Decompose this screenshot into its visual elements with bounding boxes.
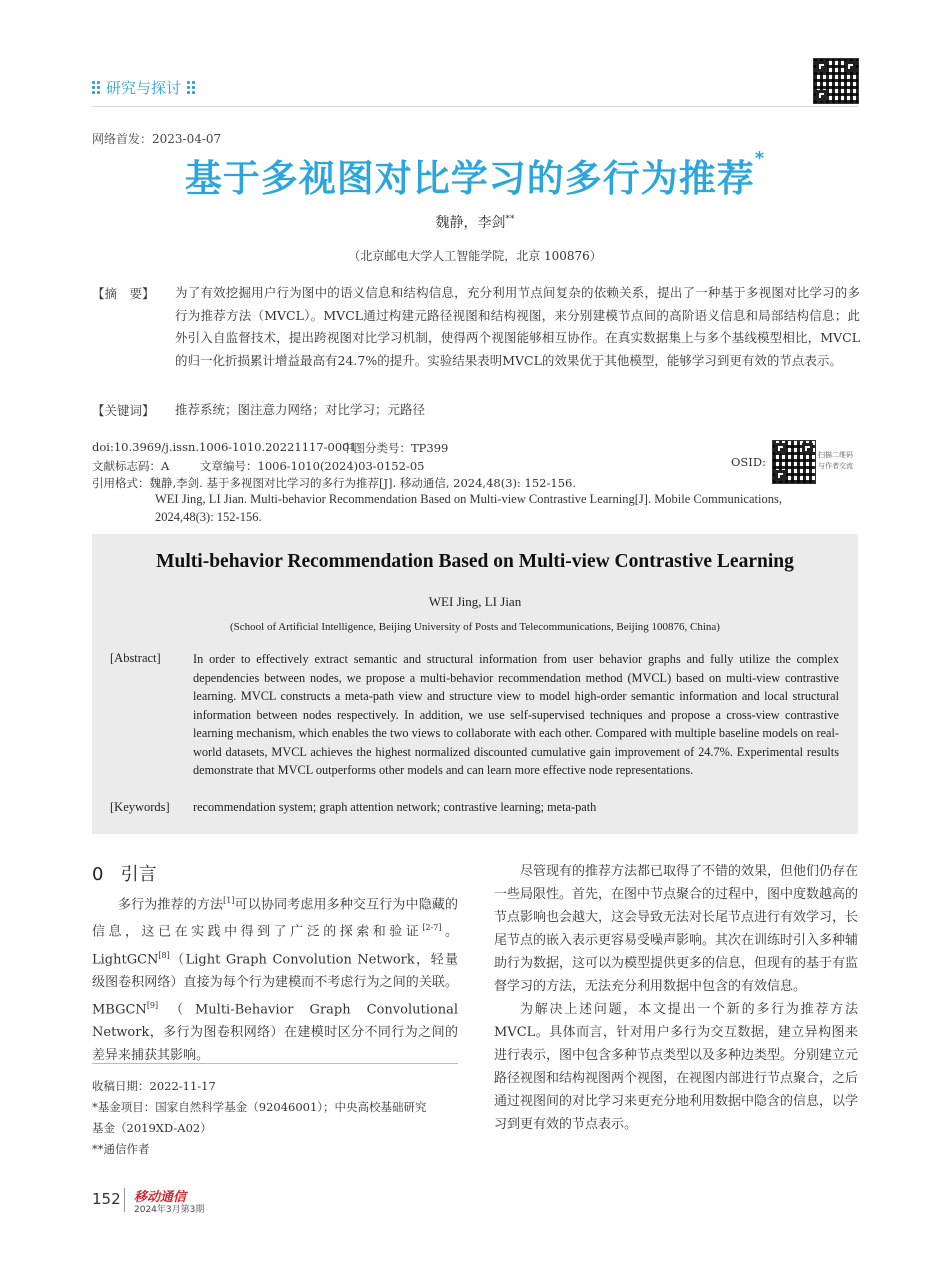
english-abstract-label: [Abstract] [110,651,161,665]
footnotes [92,1076,462,1160]
citation-ref: [9] [146,1000,159,1010]
citation-ref: [2-7] [422,923,442,933]
page-title: 基于多视图对比学习的多行为推荐* [184,148,766,200]
pub-date: 网络首发：2023-04-07 [92,132,222,146]
keywords-text: 推荐系统；图注意力网络；对比学习；元路径 [175,402,426,417]
doi: doi:10.3969/j.issn.1006-1010.20221117-0001 [92,440,357,454]
page-number: 152 [92,1190,121,1208]
authors: 魏静，李剑** [435,214,515,231]
english-abstract-text: In order to effectively extract semantic and structural information from user behavior graphs and fully utilize the complex dependencies between nodes, we propose a multi-behavior recommendation method (MVCL) based on multi-view contrastive learning. MVCL constructs a meta-path view and structure view to model high-order semantic information and local structural information between nodes respectively. In addition, we use self-supervised techniques and propose a cross-view contrastive learning mechanism, which enables the two views to collaborate with each other. Compared with multiple baseline models on real-world datasets, MVCL achieves the highest normalized discounted cumulative gain improvement of 24.7%. Experimental results demonstrate that MVCL outperforms other models and can learn more effective node representations. [193,652,839,777]
received-date: 收稿日期：2022-11-17 [92,1079,216,1093]
intro-right-column [494,860,858,1136]
title-footnote-mark: * [754,148,766,169]
header-divider [92,106,858,107]
footnote-divider [92,1063,458,1064]
doc-code: 文献标志码：A [92,459,170,473]
english-title: Multi-behavior Recommendation Based on Multi-view Contrastive Learning [156,551,794,572]
english-keywords-text: recommendation system; graph attention network; contrastive learning; meta-path [193,800,597,814]
affiliation: （北京邮电大学人工智能学院，北京 100876） [348,249,602,263]
english-authors: WEI Jing, LI Jian [428,594,522,609]
osid-label: OSID: [731,455,766,469]
osid-qr-icon [772,440,816,484]
citation-en-cont: 2024,48(3): 152-156. [155,510,262,524]
clc-number: 中图分类号：TP399 [342,441,449,455]
author-footnote-mark: ** [505,214,515,225]
dots-icon [92,81,100,94]
english-affiliation: (School of Artificial Intelligence, Beijing University of Posts and Telecommunications, Beijing 100876, China) [230,621,720,633]
citation-zh: 引用格式：魏静,李剑. 基于多视图对比学习的多行为推荐[J]. 移动通信, 2024,48(3): 152-156. [92,476,576,490]
fund-note-cont: 基金（2019XD-A02） [92,1121,212,1135]
keywords-label: 【关键词】 [92,403,155,418]
english-keywords-label: [Keywords] [110,800,170,814]
citation-ref: [8] [158,950,170,960]
citation-ref: [1] [223,896,235,905]
issue-info: 2024年3月第3期 [134,1205,205,1215]
footer-divider [124,1188,125,1212]
intro-paragraph-2: 尽管现有的推荐方法都已取得了不错的效果，但他们仍存在一些局限性。首先，在图中节点聚合的过程中，图中度数越高的节点影响也会越大，这会导致无法对长尾节点进行有效学习，长尾节点的嵌入表示更容易受噪声影响。其次在训练时引入多种辅助行为数据，这可以为模型提供更多的信息，但现有的基于有监督学习的方法，无法充分利用数据中包含的有效信息。 [494,864,859,994]
abstract-label: 【摘 要】 [92,286,155,301]
corresponding-author-note: **通信作者 [92,1142,150,1156]
section-heading: 0 引言 [92,864,157,885]
article-number: 文章编号：1006-1010(2024)03-0152-05 [200,459,425,473]
section-label: 研究与探讨 [106,79,182,97]
abstract-text: 为了有效挖掘用户行为图中的语义信息和结构信息，充分利用节点间复杂的依赖关系，提出了一种基于多视图对比学习的多行为推荐方法（MVCL）。MVCL通过构建元路径视图和结构视图，来分别建模节点间的高阶语义信息和局部结构信息；此外引入自监督技术，提出跨视图对比学习机制，使得两个视图能够相互协作。在真实数据集上与多个基线模型相比，MVCL的归一化折损累计增益最高有24.7%的提升。实验结果表明MVCL的效果优于其他模型，能够学习到更有效的节点表示。 [175,285,860,368]
intro-paragraph-3: 为解决上述问题，本文提出一个新的多行为推荐方法MVCL。具体而言，针对用户多行为交互数据，建立异构图来进行表示，图中包含多种节点类型以及多种边类型。分别建立元路径视图和结构视图两个视图，在视图内部进行节点聚合，之后通过视图间的对比学习来更充分地利用数据中隐含的信息，以学习到更有效的节点表示。 [494,1002,859,1132]
journal-logo: 移动通信 [134,1190,187,1205]
qr-code-icon [813,58,859,104]
citation-en: WEI Jing, LI Jian. Multi-behavior Recommendation Based on Multi-view Contrastive Learning[J]. Mobile Communications, [155,492,782,506]
osid-note: 扫描二维码 与作者交流 [818,451,853,470]
fund-note: *基金项目：国家自然科学基金（92046001）；中央高校基础研究 [92,1100,427,1114]
section-tag [92,77,195,98]
dots-icon [187,81,195,94]
intro-paragraph-1: 多行为推荐的方法[1]可以协同考虑用多种交互行为中隐藏的信息，这已在实践中得到了广泛的探索和验证[2-7]。LightGCN[8]（Light Graph Convolution Network，轻量级图卷积网络）直接为每个行为建模而不考虑行为之间的关联。MBGCN[9]（Multi-Behavior Graph Convolutional Network，多行为图卷积网络）在建模时区分不同行为之间的差异来捕获其影响。 [92,896,458,1064]
